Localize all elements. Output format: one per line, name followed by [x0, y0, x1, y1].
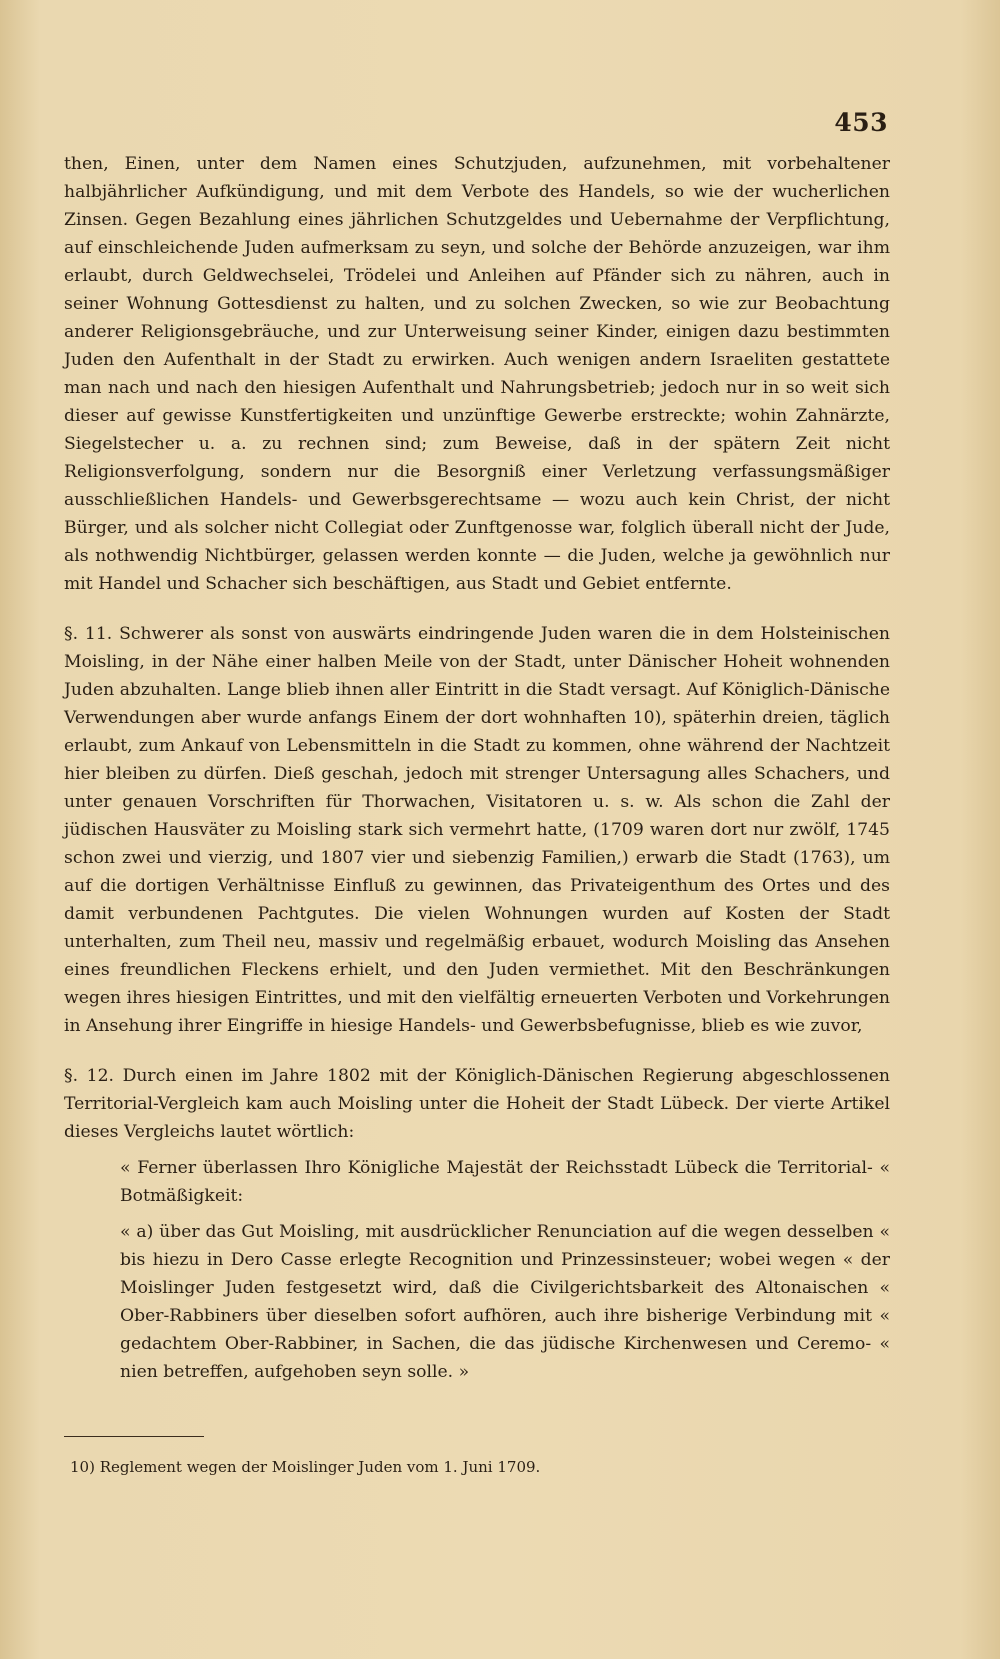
main-text — [64, 150, 890, 1394]
paragraph-section-11: §. 11. Schwerer als sonst von auswärts eindringende Juden waren die in dem Holsteinischen Moisling, in der Nähe einer halben Meile von der Stadt, unter Dänischer Hoheit wohnenden Juden abzuhalten. Lange blieb ihnen aller Eintritt in die Stadt versagt. Auf Königlich-Dänische Verwendungen aber wurde anfangs Einem der dort wohnhaften 10), späterhin dreien, täglich erlaubt, zum Ankauf von Lebensmitteln in die Stadt zu kommen, ohne während der Nachtzeit hier bleiben zu dürfen. Dieß geschah, jedoch mit strenger Untersagung alles Schachers, und unter genauen Vorschriften für Thorwachen, Visitatoren u. s. w. Als schon die Zahl der jüdischen Hausväter zu Moisling stark sich vermehrt hatte, (1709 waren dort nur zwölf, 1745 schon zwei und vierzig, und 1807 vier und siebenzig Familien,) erwarb die Stadt (1763), um auf die dortigen Verhältnisse Einfluß zu gewinnen, das Privateigenthum des Ortes und des damit verbundenen Pachtgutes. Die vielen Wohnungen wurden auf Kosten der Stadt unterhalten, zum Theil neu, massiv und regelmäßig erbauet, wodurch Moisling das Ansehen eines freundlichen Fleckens erhielt, und den Juden vermiethet. Mit den Beschränkungen wegen ihres hiesigen Eintrittes, und mit den vielfältig erneuerten Verboten und Vorkehrungen in Ansehung ihrer Eingriffe in hiesige Handels- und Gewerbsbefugnisse, blieb es wie zuvor, — [64, 624, 890, 1036]
footnote-divider — [64, 1436, 204, 1437]
paragraph-section-12: §. 12. Durch einen im Jahre 1802 mit der Königlich-Dänischen Regierung abgeschlossenen Territorial-Vergleich kam auch Moisling unter die Hoheit der Stadt Lübeck. Der vierte Artikel dieses Vergleichs lautet wörtlich: — [64, 1066, 890, 1142]
quoted-article — [120, 1154, 890, 1386]
quote-intro: « Ferner überlassen Ihro Königliche Majestät der Reichsstadt Lübeck die Territorial- « Botmäßigkeit: — [120, 1158, 890, 1206]
paragraph-continuation: then, Einen, unter dem Namen eines Schutzjuden, aufzunehmen, mit vorbehaltener halbjährlicher Aufkündigung, und mit dem Verbote des Handels, so wie der wucherlichen Zinsen. Gegen Bezahlung eines jährlichen Schutzgeldes und Uebernahme der Verpflichtung, auf einschleichende Juden aufmerksam zu seyn, und solche der Behörde anzuzeigen, war ihm erlaubt, durch Geldwechselei, Trödelei und Anleihen auf Pfänder sich zu nähren, auch in seiner Wohnung Gottesdienst zu halten, und zu solchen Zwecken, so wie zur Beobachtung anderer Religionsgebräuche, und zur Unterweisung seiner Kinder, einigen dazu bestimmten Juden den Aufenthalt in der Stadt zu erwirken. Auch wenigen andern Israeliten gestattete man nach und nach den hiesigen Aufenthalt und Nahrungsbetrieb; jedoch nur in so weit sich dieser auf gewisse Kunstfertigkeiten und unzünftige Gewerbe erstreckte; wohin Zahnärzte, Siegelstecher u. a. zu rechnen sind; zum Beweise, daß in der spätern Zeit nicht Religionsverfolgung, sondern nur die Besorgniß einer Verletzung verfassungsmäßiger ausschließlichen Handels- und Gewerbsgerechtsame — wozu auch kein Christ, der nicht Bürger, und als solcher nicht Collegiat oder Zunftgenosse war, folglich überall nicht der Jude, als nothwendig Nichtbürger, gelassen werden konnte — die Juden, welche ja gewöhnlich nur mit Handel und Schacher sich beschäftigen, aus Stadt und Gebiet entfernte. — [64, 154, 890, 594]
page-number: 453 — [834, 108, 888, 137]
footnote: 10) Reglement wegen der Moislinger Juden vom 1. Juni 1709. — [70, 1458, 541, 1476]
quote-clause-a: « a) über das Gut Moisling, mit ausdrücklicher Renunciation auf die wegen desselben « bis hiezu in Dero Casse erlegte Recognition und Prinzessinsteuer; wobei wegen « der Moislinger Juden festgesetzt wird, daß die Civilgerichtsbarkeit des Altonaischen « Ober-Rabbiners über dieselben sofort aufhören, auch ihre bisherige Verbindung mit « gedachtem Ober-Rabbiner, in Sachen, die das jüdische Kirchenwesen und Ceremo- « nien betreffen, aufgehoben seyn solle. » — [120, 1222, 890, 1382]
